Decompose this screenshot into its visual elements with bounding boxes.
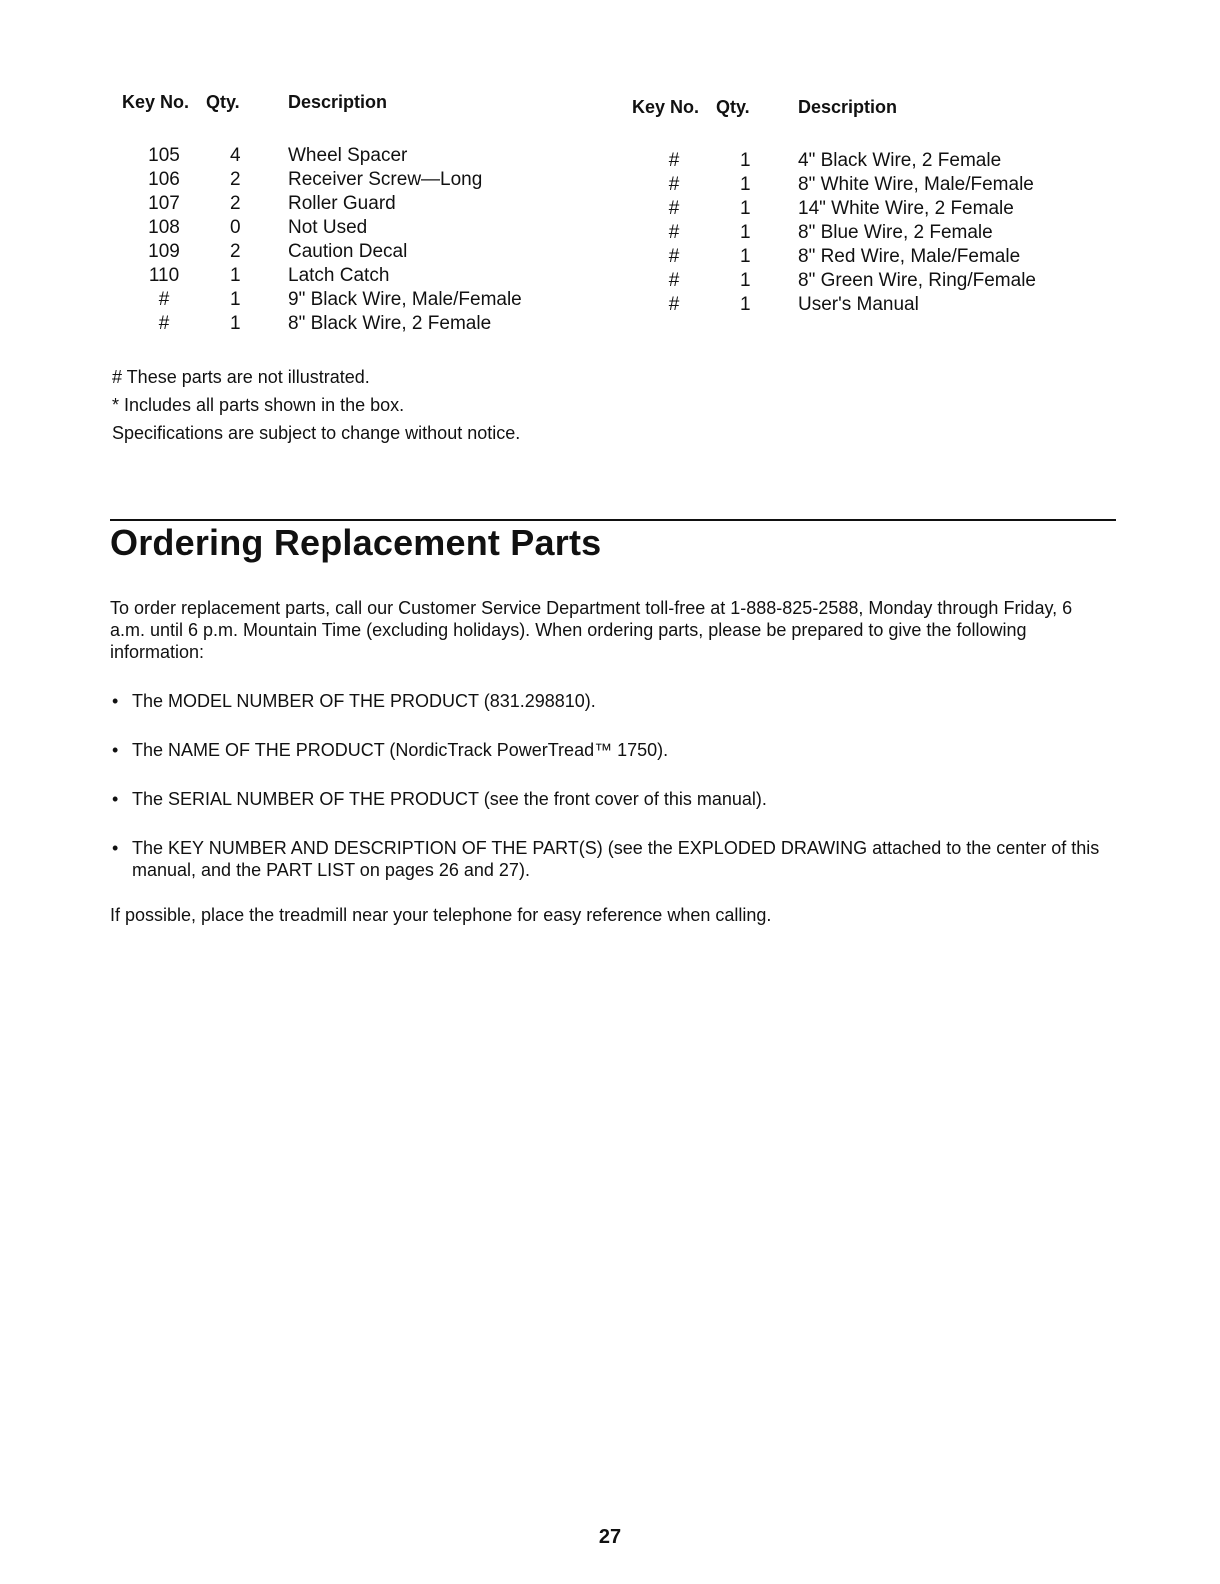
closing-note: If possible, place the treadmill near your telephone for easy reference when calling. [110,905,772,925]
part-description: Receiver Screw—Long [288,169,483,190]
quantity: 1 [230,289,241,310]
list-item [112,837,1112,881]
key-number: # [668,198,680,219]
section-title: Ordering Replacement Parts [110,522,602,563]
quantity: 1 [740,246,751,267]
list-item-text: The NAME OF THE PRODUCT (NordicTrack PowerTread™ 1750). [132,740,669,760]
part-description: Wheel Spacer [288,145,408,166]
list-item [112,690,1112,712]
section-divider [110,519,1116,521]
specifications-note: Specifications are subject to change without notice. [112,423,521,443]
table-row [122,312,522,336]
page-number: 27 [598,1526,622,1548]
parts-table-header [632,97,1036,127]
table-row [632,269,1036,293]
bullet-glyph: • [112,740,119,760]
table-row [122,216,522,240]
table-row [122,264,522,288]
table-row [632,173,1036,197]
table-row [632,221,1036,245]
parts-table-header [122,92,522,122]
quantity: 1 [740,198,751,219]
part-description: 8" White Wire, Male/Female [798,174,1034,195]
key-number: # [668,150,680,171]
part-description: 8" Red Wire, Male/Female [798,246,1021,267]
list-item-text: The KEY NUMBER AND DESCRIPTION OF THE PART(S) (see the EXPLODED DRAWING attached to the center of this manual, and the PART LIST on pages 26 and 27). [132,838,1100,880]
bullet-glyph: • [112,838,119,858]
quantity: 4 [230,145,241,166]
key-number: # [668,246,680,267]
list-item [112,788,1112,810]
table-row [632,293,1036,317]
bullet-glyph: • [112,691,119,711]
key-number: # [668,222,680,243]
key-number: # [668,294,680,315]
part-description: Roller Guard [288,193,396,214]
quantity: 1 [230,313,241,334]
key-number: 106 [148,169,180,190]
quantity: 1 [740,150,751,171]
key-number: 108 [148,217,180,238]
includes-parts-note: * Includes all parts shown in the box. [112,395,405,415]
part-description: 14" White Wire, 2 Female [798,198,1014,219]
parts-table-right [632,97,1036,317]
quantity: 1 [230,265,241,286]
quantity: 2 [230,169,241,190]
bullet-glyph: • [112,789,119,809]
header-qty: Qty. [206,92,240,112]
key-number: 110 [148,265,180,286]
table-row [632,197,1036,221]
not-illustrated-note: # These parts are not illustrated. [112,367,370,387]
list-item-text: The MODEL NUMBER OF THE PRODUCT (831.298810). [132,691,596,711]
quantity: 2 [230,241,241,262]
list-item-text: The SERIAL NUMBER OF THE PRODUCT (see the front cover of this manual). [132,789,767,809]
key-number: # [668,270,680,291]
key-number: 107 [148,193,180,214]
header-key-no: Key No. [122,92,190,112]
quantity: 1 [740,174,751,195]
part-description: Latch Catch [288,265,390,286]
key-number: 105 [148,145,180,166]
table-row [632,245,1036,269]
parts-notes [112,363,520,447]
key-number: 109 [148,241,180,262]
part-description: 8" Black Wire, 2 Female [288,313,492,334]
list-item [112,739,1112,761]
parts-table-left [122,92,522,336]
table-row [122,192,522,216]
part-description: Not Used [288,217,368,238]
quantity: 0 [230,217,241,238]
quantity: 1 [740,222,751,243]
required-info-list [112,690,1112,908]
part-description: 9" Black Wire, Male/Female [288,289,522,310]
header-qty: Qty. [716,97,750,117]
header-key-no: Key No. [632,97,700,117]
header-description: Description [798,97,898,117]
ordering-intro: To order replacement parts, call our Customer Service Department toll-free at 1-888-825-2588, Monday through Friday, 6 a.m. until 6 p.m. Mountain Time (excluding holidays). When ordering parts, please be prepared to give the following information: [110,598,1073,662]
header-description: Description [288,92,388,112]
part-description: 8" Green Wire, Ring/Female [798,270,1036,291]
table-row [122,288,522,312]
part-description: Caution Decal [288,241,408,262]
key-number: # [668,174,680,195]
part-description: 4" Black Wire, 2 Female [798,150,1002,171]
quantity: 2 [230,193,241,214]
table-row [122,240,522,264]
table-row [122,122,522,168]
part-description: User's Manual [798,294,919,315]
key-number: # [158,289,170,310]
table-row [122,168,522,192]
quantity: 1 [740,294,751,315]
key-number: # [158,313,170,334]
quantity: 1 [740,270,751,291]
table-row [632,127,1036,173]
part-description: 8" Blue Wire, 2 Female [798,222,993,243]
